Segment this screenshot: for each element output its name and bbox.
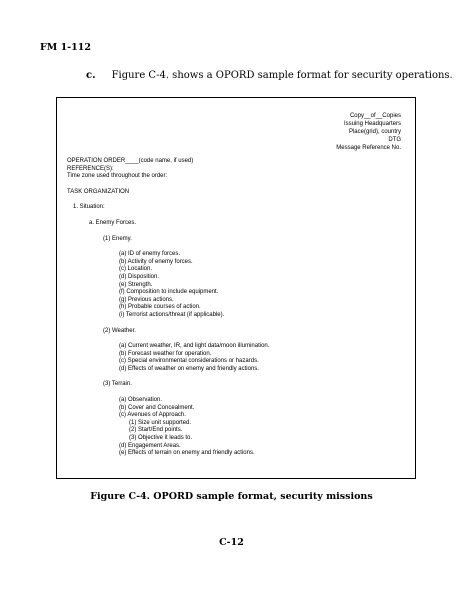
spacer	[67, 320, 405, 328]
opord-line: (d) Engagement Areas.	[119, 442, 181, 449]
opord-line: (a) Observation.	[119, 397, 163, 404]
intro-paragraph	[86, 70, 453, 81]
opord-line: (b) Cover and Concealment.	[119, 404, 195, 411]
opord-line: (b) Activity of enemy forces.	[119, 258, 193, 265]
opord-line: (2) Weather.	[103, 327, 136, 334]
opord-line: (c) Avenues of Approach.	[119, 412, 186, 419]
opord-line: (c) Location.	[119, 266, 153, 273]
copy-block-line: DTG	[388, 137, 401, 143]
opord-line: REFERENCE(S):	[67, 165, 114, 172]
opord-line: a. Enemy Forces.	[89, 219, 137, 226]
paragraph-letter: c.	[86, 70, 96, 81]
manual-id: FM 1-112	[40, 42, 91, 53]
opord-line: (f) Composition to include equipment.	[119, 289, 219, 296]
opord-line: (g) Previous actions.	[119, 296, 174, 303]
opord-line: (i) Terrorist actions/threat (if applicable).	[119, 311, 225, 318]
opord-line: (d) Disposition.	[119, 273, 160, 280]
opord-line: TASK ORGANIZATION	[67, 188, 130, 195]
spacer	[67, 212, 405, 220]
opord-line: OPERATION ORDER____(code name, if used)	[67, 158, 194, 164]
spacer	[67, 196, 405, 204]
opord-line: (b) Forecast weather for operation.	[119, 350, 212, 357]
copy-block-line: Message Reference No.	[336, 145, 401, 151]
opord-line: (h) Probable courses of action.	[119, 304, 201, 311]
opord-line: (1) Size unit supported.	[129, 419, 192, 426]
opord-line: (3) Objective it leads to.	[129, 435, 193, 442]
copy-block-line: Copy__of__Copies	[349, 113, 401, 119]
opord-line: (e) Effects of terrain on enemy and friendly actions.	[119, 450, 255, 457]
opord-line: (3) Terrain.	[103, 381, 132, 388]
opord-line: (d) Effects of weather on enemy and friendly actions.	[119, 365, 259, 372]
spacer	[67, 243, 405, 251]
copy-block-line: Issuing Headquarters	[343, 121, 401, 127]
opord-line: (e) Strength.	[119, 281, 153, 288]
spacer	[67, 228, 405, 236]
spacer	[67, 335, 405, 343]
opord-line: (c) Special environmental considerations or hazards.	[119, 358, 259, 365]
opord-line: 1. Situation:	[73, 204, 105, 211]
opord-line: (a) ID of enemy forces.	[119, 251, 181, 258]
copy-block-line: Place(grid), country	[348, 129, 401, 135]
opord-line: (a) Current weather, IR, and light data/moon illumination.	[119, 343, 270, 350]
spacer	[67, 389, 405, 397]
opord-line: (2) Start/End points.	[129, 427, 183, 434]
figure-caption: Figure C-4. OPORD sample format, security missions	[90, 491, 373, 502]
spacer	[67, 181, 405, 189]
opord-line: (1) Enemy.	[103, 235, 132, 242]
spacer	[67, 373, 405, 381]
page-number: C-12	[219, 537, 244, 548]
figure-box	[56, 97, 416, 479]
opord-body	[67, 158, 405, 458]
copy-block	[336, 112, 401, 152]
intro-text: Figure C-4. shows a OPORD sample format for security operations.	[111, 70, 453, 81]
opord-line: Time zone used throughout the order:	[67, 173, 168, 180]
